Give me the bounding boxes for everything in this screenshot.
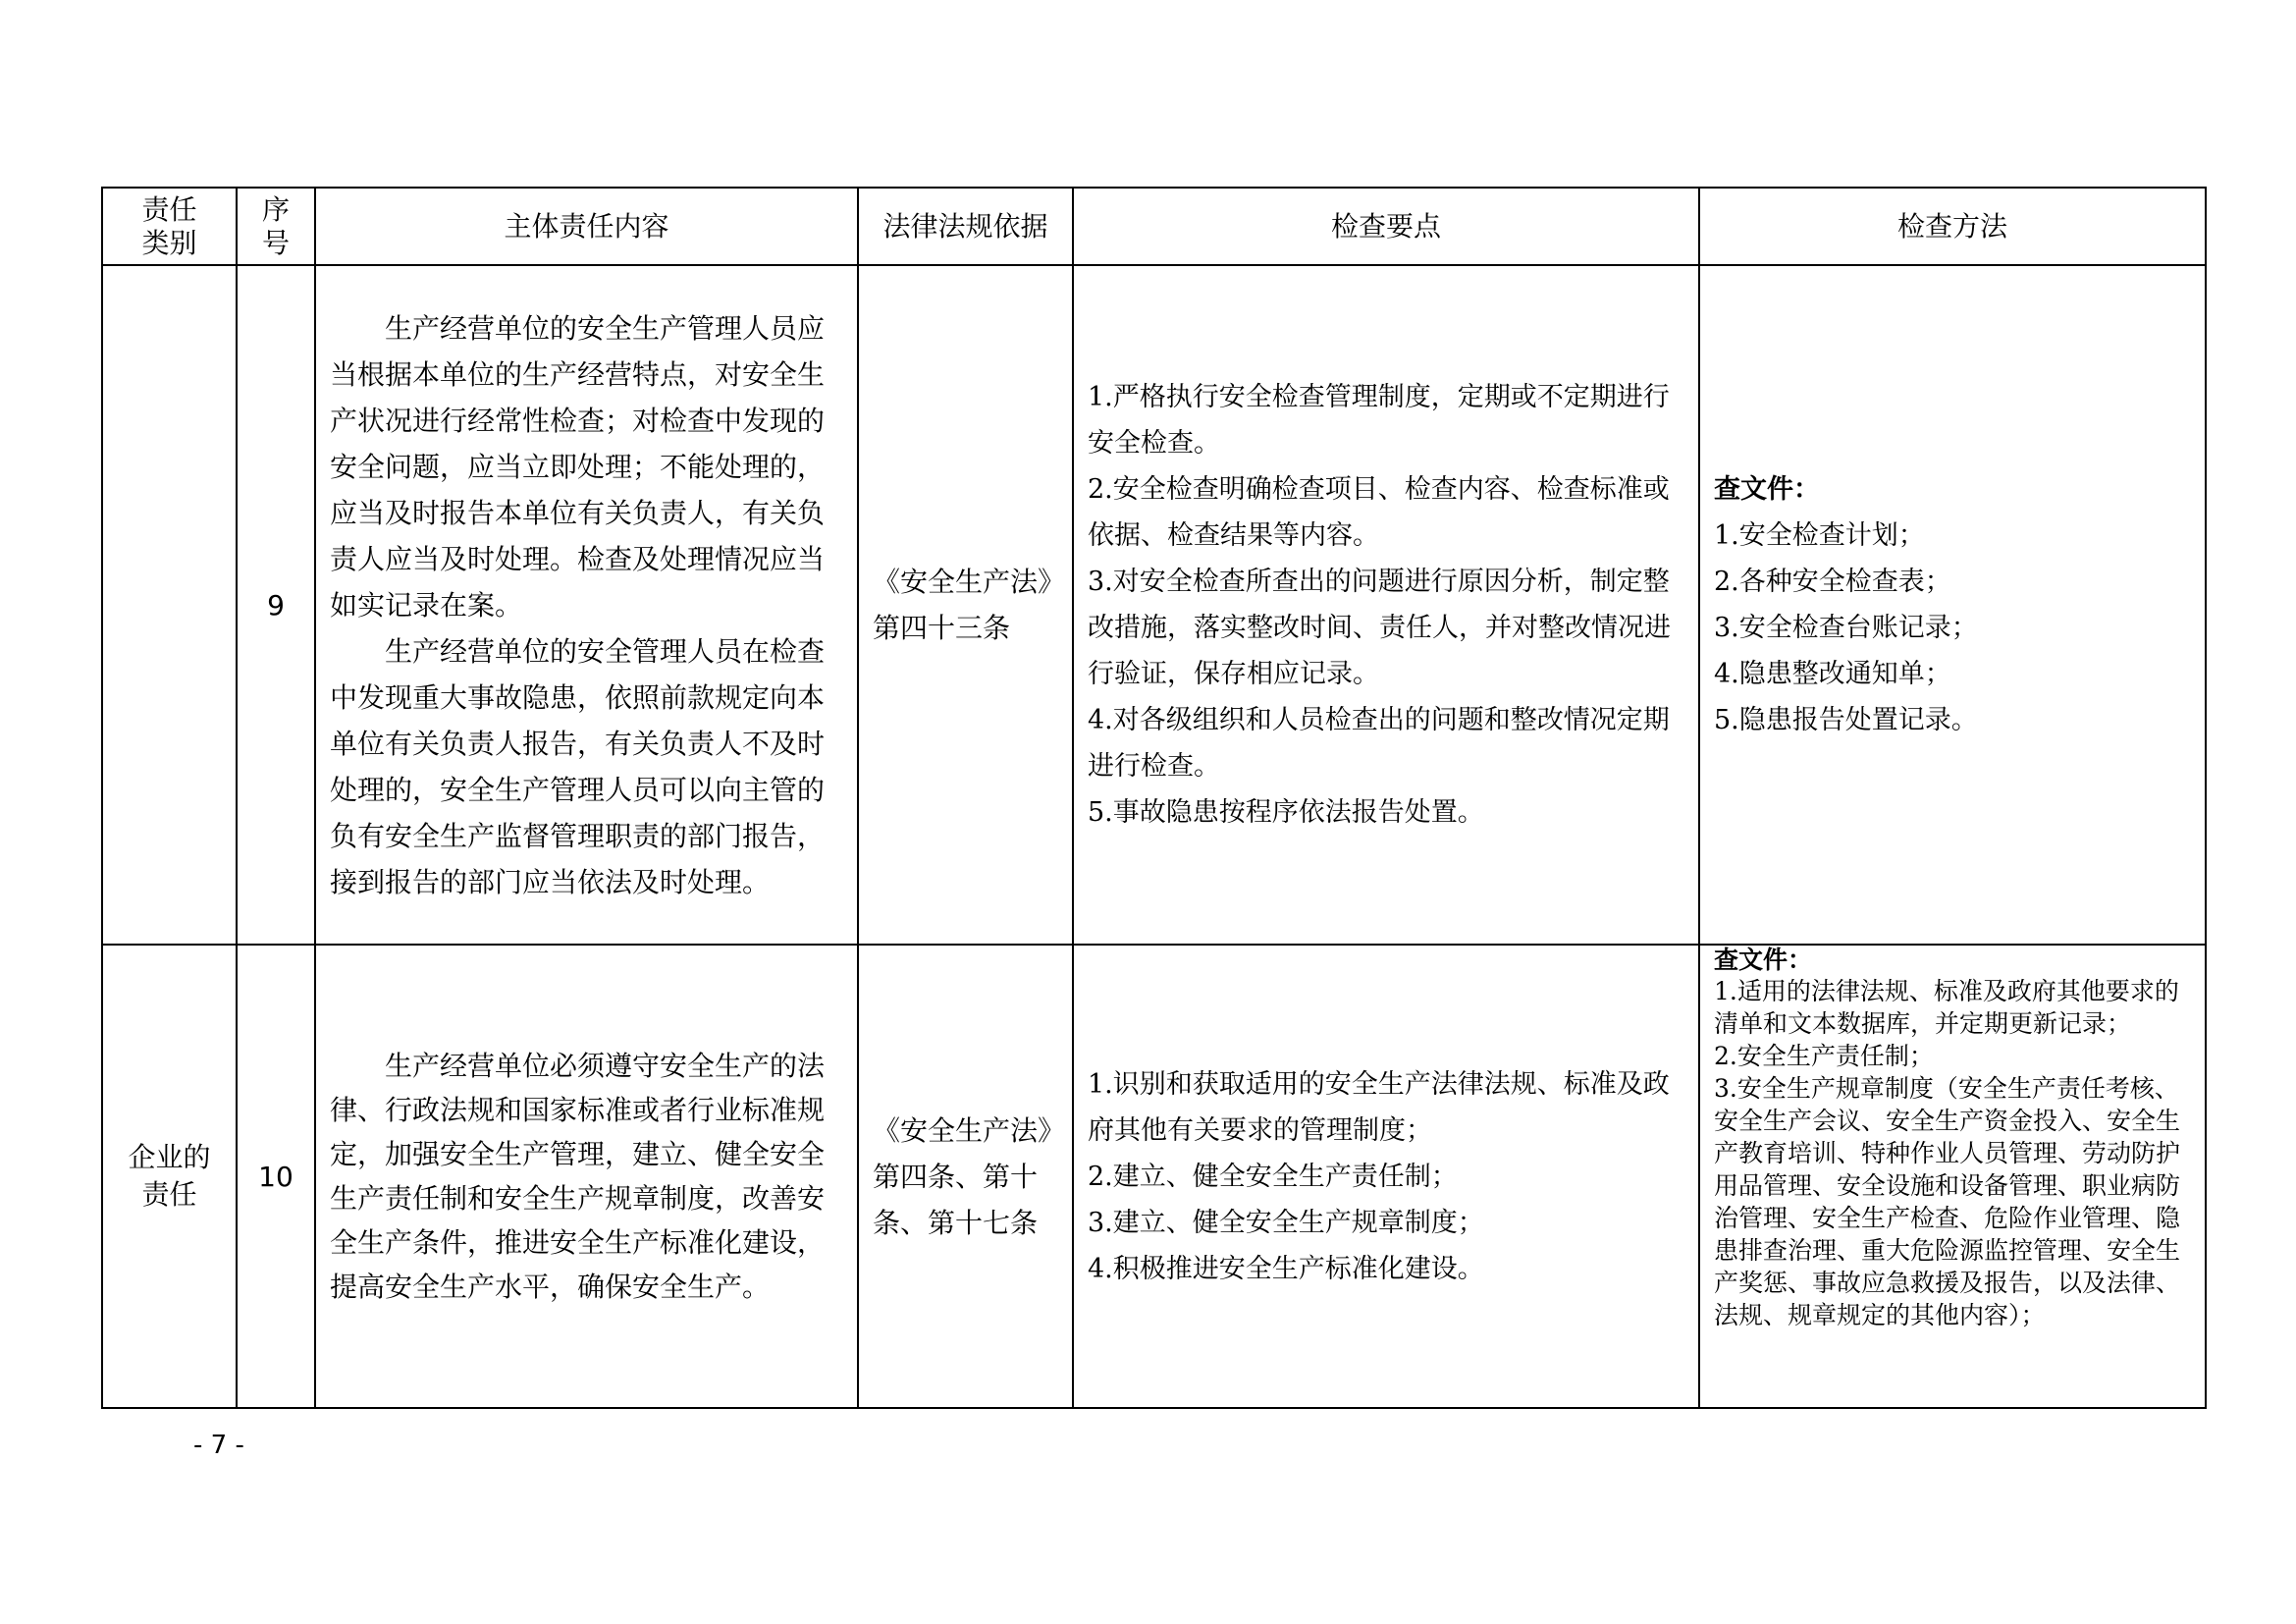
method-item: 1.安全检查计划； [1714, 520, 1925, 551]
law-line: 第四十三条 [873, 612, 1011, 644]
table-row [102, 945, 2206, 1408]
law-line: 第四条、第十 [873, 1160, 1039, 1193]
check-point: 3.建立、健全安全生产规章制度； [1088, 1207, 1484, 1238]
content-paragraph: 生产经营单位的安全管理人员在检查中发现重大事故隐患，依照前款规定向本单位有关负责人报告，有关负责人不及时处理的，安全生产管理人员可以向主管的负有安全生产监督管理职责的部门报告，接到报告的部门应当依法及时处理。 [330, 634, 826, 898]
header-number-line-2: 号 [261, 226, 290, 259]
check-point: 3.对安全检查所查出的问题进行原因分析，制定整改措施，落实整改时间、责任人，并对整改情况进行验证，保存相应记录。 [1088, 567, 1671, 689]
method-item: 3.安全检查台账记录； [1714, 613, 1978, 643]
method-item: 1.适用的法律法规、标准及政府其他要求的清单和文本数据库，并定期更新记录； [1714, 977, 2179, 1038]
table-row [102, 265, 2206, 945]
law-cell [858, 945, 1073, 1408]
check-point: 4.对各级组织和人员检查出的问题和整改情况定期进行检查。 [1088, 705, 1670, 782]
method-item: 4.隐患整改通知单； [1714, 659, 1951, 689]
method-title: 查文件： [1714, 474, 1820, 505]
page-number: - 7 - [193, 1431, 244, 1460]
check-point: 5.事故隐患按程序依法报告处置。 [1088, 797, 1484, 828]
category-cell [102, 265, 237, 945]
header-number-line-1: 序 [261, 192, 290, 226]
table-header-row [102, 188, 2206, 265]
category-cell [102, 945, 237, 1408]
method-cell [1699, 265, 2206, 945]
check-point: 1.严格执行安全检查管理制度，定期或不定期进行安全检查。 [1088, 382, 1670, 459]
header-category-line-2: 类别 [141, 226, 197, 259]
law-line: 《安全生产法》 [873, 1113, 1066, 1147]
content-paragraph: 生产经营单位必须遵守安全生产的法律、行政法规和国家标准或者行业标准规定，加强安全生产管理，建立、健全安全生产责任制和安全生产规章制度，改善安全生产条件，推进安全生产标准化建设，提高安全生产水平，确保安全生产。 [330, 1050, 826, 1303]
number-cell: 10 [237, 945, 315, 1408]
law-line: 《安全生产法》 [873, 566, 1066, 598]
header-category [102, 188, 237, 265]
method-item: 5.隐患报告处置记录。 [1714, 705, 1978, 735]
category-line-1: 企业的 [128, 1141, 211, 1173]
points-cell [1073, 945, 1699, 1408]
header-method: 检查方法 [1699, 188, 2206, 265]
header-number [237, 188, 315, 265]
header-points: 检查要点 [1073, 188, 1699, 265]
header-law: 法律法规依据 [858, 188, 1073, 265]
content-cell [315, 265, 858, 945]
method-item: 2.安全生产责任制； [1714, 1042, 1934, 1070]
law-cell [858, 265, 1073, 945]
method-item: 3.安全生产规章制度（安全生产责任考核、安全生产会议、安全生产资金投入、安全生产教育培训、特种作业人员管理、劳动防护用品管理、安全设施和设备管理、职业病防治管理、安全生产检查、危险作业管理、隐患排查治理、重大危险源监控管理、安全生产奖惩、事故应急救援及报告，以及法律、法规、规章规定的其他内容）； [1714, 1074, 2181, 1329]
method-title: 查文件： [1714, 946, 1813, 974]
content-cell [315, 945, 858, 1408]
content-paragraph: 生产经营单位的安全生产管理人员应当根据本单位的生产经营特点，对安全生产状况进行经常性检查；对检查中发现的安全问题，应当立即处理；不能处理的，应当及时报告本单位有关负责人，有关负责人应当及时处理。检查及处理情况应当如实记录在案。 [330, 311, 826, 622]
category-line-2: 责任 [141, 1178, 197, 1211]
check-point: 1.识别和获取适用的安全生产法律法规、标准及政府其他有关要求的管理制度； [1088, 1068, 1670, 1146]
method-cell [1699, 945, 2206, 1408]
responsibility-table [101, 187, 2207, 1409]
check-point: 2.建立、健全安全生产责任制； [1088, 1161, 1458, 1192]
points-cell [1073, 265, 1699, 945]
method-item: 2.各种安全检查表； [1714, 567, 1951, 597]
check-point: 4.积极推进安全生产标准化建设。 [1088, 1253, 1484, 1284]
check-point: 2.安全检查明确检查项目、检查内容、检查标准或依据、检查结果等内容。 [1088, 474, 1670, 551]
header-content: 主体责任内容 [315, 188, 858, 265]
law-line: 条、第十七条 [873, 1206, 1039, 1239]
number-cell: 9 [237, 265, 315, 945]
header-category-line-1: 责任 [141, 192, 197, 226]
